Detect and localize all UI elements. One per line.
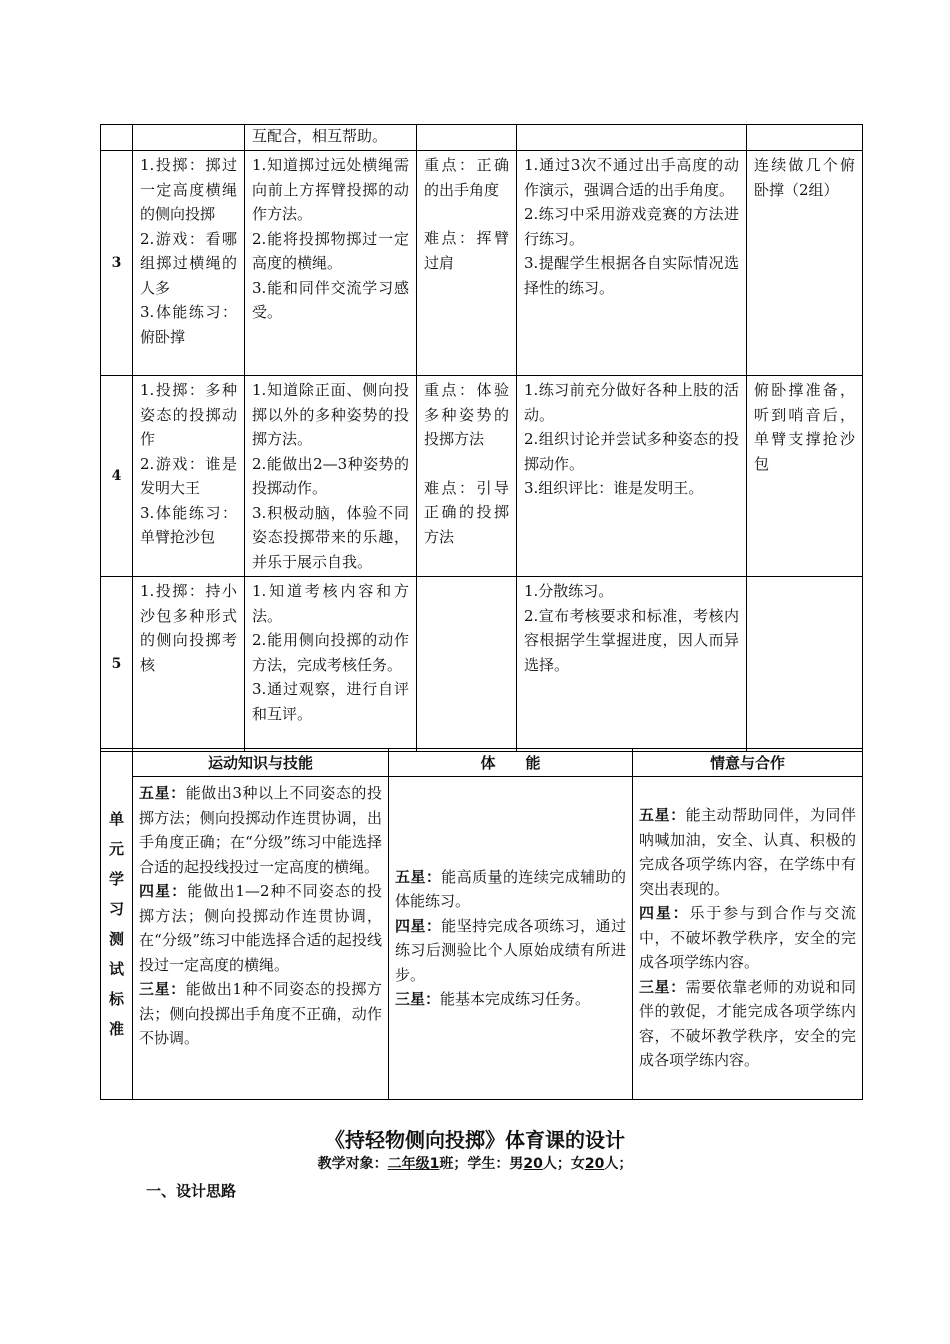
goals-cell <box>245 151 417 376</box>
content-line: 3.体能练习：俯卧撑 <box>140 303 237 346</box>
document-subtitle: 教学对象：二年级1班；学生：男20人；女20人； <box>317 1156 633 1172</box>
method-line: 2.组织讨论并尝试多种姿态的投掷动作。 <box>524 430 739 473</box>
skills-standards <box>133 777 389 1100</box>
table-row <box>101 376 863 577</box>
standard-item: 四星：能做出1—2种不同姿态的投掷方法；侧向投掷动作连贯协调，在“分级”练习中能选择合适的起投线投过一定高度的横绳。 <box>139 882 382 974</box>
content-line: 1.投掷：掷过一定高度横绳的侧向投掷 <box>140 156 237 223</box>
girls-count: 20 <box>584 1156 605 1172</box>
goal-line: 2.能用侧向投掷的动作方法，完成考核任务。 <box>252 631 409 674</box>
standard-item: 四星：能坚持完成各项练习，通过练习后测验比个人原始成绩有所进步。 <box>395 916 626 984</box>
content-line: 1.投掷：持小沙包多种形式的侧向投掷考核 <box>140 582 237 674</box>
table-header-row <box>101 749 863 777</box>
goals-cell <box>245 125 417 151</box>
standard-item: 三星：能基本完成练习任务。 <box>395 990 591 1008</box>
difficulty: 难点：挥臂过肩 <box>424 229 509 272</box>
lesson-number: 4 <box>101 376 133 577</box>
notes-cell <box>747 577 863 752</box>
goal-line: 1.知道除正面、侧向投掷以外的多种姿势的投掷方法。 <box>252 381 409 448</box>
fitness-standards <box>389 777 633 1100</box>
table-row-continued <box>101 125 863 151</box>
content-cell <box>133 125 245 151</box>
notes-text: 连续做几个俯卧撑（2组） <box>754 156 855 199</box>
method-line: 2.练习中采用游戏竞赛的方法进行练习。 <box>524 205 739 248</box>
method-line: 1.分散练习。 <box>524 582 614 600</box>
assessment-standards-table <box>100 748 863 1100</box>
document-title: 《持轻物侧向投掷》体育课的设计 <box>325 1128 625 1152</box>
header-cooperation: 情意与合作 <box>633 749 863 777</box>
standard-item: 五星：能做出3种以上不同姿态的投掷方法；侧向投掷动作连贯协调，出手角度正确；在“分级”练习中能选择合适的起投线投过一定高度的横绳。 <box>139 784 382 876</box>
content-cell <box>133 577 245 752</box>
content-line: 2.游戏：谁是发明大王 <box>140 454 237 497</box>
goal-line: 3.能和同伴交流学习感受。 <box>252 278 409 321</box>
notes-cell <box>747 376 863 577</box>
content-line: 2.游戏：看哪组掷过横绳的人多 <box>140 229 237 297</box>
key-point: 重点：正确的出手角度 <box>424 156 509 199</box>
lesson-number: 5 <box>101 577 133 752</box>
notes-cell <box>747 125 863 151</box>
method-line: 2.宣布考核要求和标准，考核内容根据学生掌握进度，因人而异选择。 <box>524 606 739 674</box>
standard-item: 四星：乐于参与到合作与交流中，不破坏教学秩序，安全的完成各项学练内容。 <box>639 904 856 972</box>
key-cell <box>417 376 517 577</box>
standard-item: 五星：能主动帮助同伴，为同伴呐喊加油，安全、认真、积极的完成各项学练内容，在学练中有突出表现的。 <box>639 806 856 898</box>
difficulty: 难点：引导正确的投掷方法 <box>424 478 509 546</box>
num-cell <box>101 125 133 151</box>
section-heading: 一、设计思路 <box>146 1182 237 1200</box>
method-cell <box>517 376 747 577</box>
method-line: 1.通过3次不通过出手高度的动作演示，强调合适的出手角度。 <box>524 156 739 199</box>
goal-line: 3.积极动脑，体验不同姿态投掷带来的乐趣，并乐于展示自我。 <box>252 503 409 571</box>
goals-cell <box>245 376 417 577</box>
header-fitness: 体 能 <box>389 749 633 777</box>
goal-line: 2.能做出2—3种姿势的投掷动作。 <box>252 454 409 497</box>
key-cell <box>417 125 517 151</box>
key-cell <box>417 577 517 752</box>
content-cell <box>133 376 245 577</box>
method-cell <box>517 577 747 752</box>
boys-count: 20 <box>523 1156 543 1172</box>
notes-text: 俯卧撑准备，听到哨音后，单臂支撑抢沙包 <box>754 381 855 473</box>
method-line: 3.组织评比：谁是发明王。 <box>524 479 704 497</box>
content-line: 3.体能练习：单臂抢沙包 <box>140 503 237 546</box>
lesson-plan-table <box>100 124 863 752</box>
class-number: 1 <box>429 1156 440 1172</box>
goal-line: 1.知道掷过远处横绳需向前上方挥臂投掷的动作方法。 <box>252 156 409 223</box>
content-cell <box>133 151 245 376</box>
method-cell <box>517 151 747 376</box>
method-line: 3.提醒学生根据各自实际情况选择性的练习。 <box>524 254 739 297</box>
standard-item: 三星：能做出1种不同姿态的投掷方法；侧向投掷出手角度不正确，动作不协调。 <box>139 980 382 1047</box>
method-cell <box>517 125 747 151</box>
table-row <box>101 577 863 752</box>
content-line: 1.投掷：多种姿态的投掷动作 <box>140 381 237 448</box>
goal-line: 1.知道考核内容和方法。 <box>252 582 409 625</box>
key-cell <box>417 151 517 376</box>
grade: 二年级 <box>387 1156 430 1172</box>
standards-side-label: 单 元 学 习 测 试 标 准 <box>101 749 133 1100</box>
goals-cell <box>245 577 417 752</box>
goal-line: 2.能将投掷物掷过一定高度的横绳。 <box>252 229 409 272</box>
table-row <box>101 151 863 376</box>
notes-cell <box>747 151 863 376</box>
key-point: 重点：体验多种姿势的投掷方法 <box>424 381 509 448</box>
header-skills: 运动知识与技能 <box>133 749 389 777</box>
method-line: 1.练习前充分做好各种上肢的活动。 <box>524 381 739 424</box>
cooperation-standards <box>633 777 863 1100</box>
standard-item: 三星：需要依靠老师的劝说和同伴的敦促，才能完成各项学练内容，不破坏教学秩序，安全的完成各项学练内容。 <box>639 977 856 1070</box>
standards-body-row <box>101 777 863 1100</box>
standard-item: 五星：能高质量的连续完成辅助的体能练习。 <box>395 867 626 910</box>
goal-line: 3.通过观察，进行自评和互评。 <box>252 680 409 723</box>
goal-text: 互配合，相互帮助。 <box>252 127 388 145</box>
lesson-number: 3 <box>101 151 133 376</box>
